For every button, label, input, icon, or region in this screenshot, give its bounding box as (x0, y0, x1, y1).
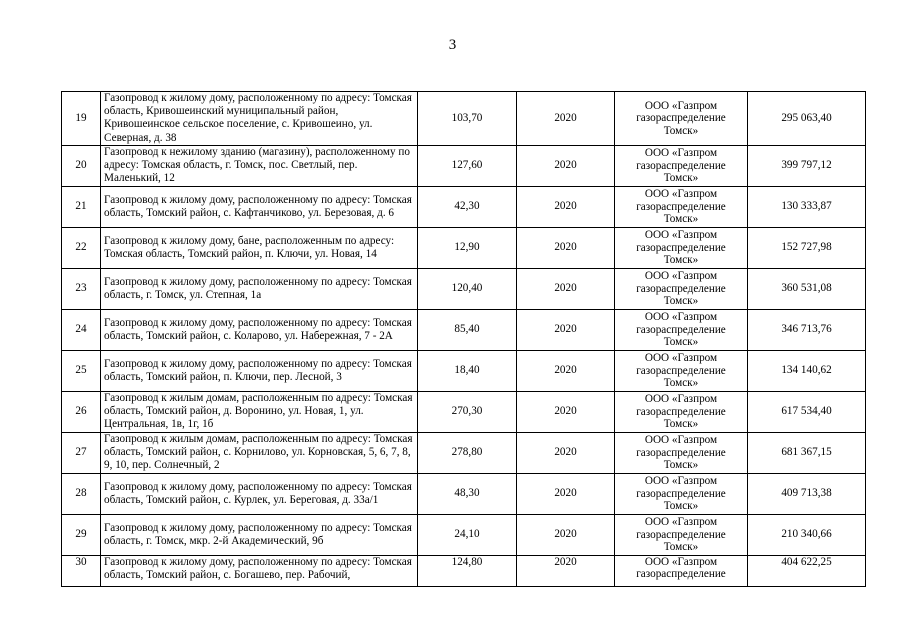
pipeline-length: 120,40 (418, 268, 517, 309)
year: 2020 (517, 391, 615, 432)
row-number: 28 (62, 473, 101, 514)
cost: 409 713,38 (748, 473, 866, 514)
table-row (62, 227, 866, 268)
cost: 346 713,76 (748, 309, 866, 350)
cost: 404 622,25 (748, 555, 866, 586)
object-description: Газопровод к жилым домам, расположенным по адресу: Томская область, Томский район, д. Воронино, ул. Новая, 1, ул. Центральная, 1в, 1г, 1б (101, 391, 418, 432)
object-description: Газопровод к нежилому зданию (магазину), расположенному по адресу: Томская область, г. Томск, пос. Светлый, пер. Маленький, 12 (101, 145, 418, 186)
pipeline-length: 270,30 (418, 391, 517, 432)
year: 2020 (517, 92, 615, 146)
pipeline-length: 85,40 (418, 309, 517, 350)
object-description: Газопровод к жилому дому, расположенному по адресу: Томская область, Кривошеинский муниципальный район, Кривошеинское сельское поселение, с. Кривошеино, ул. Северная, д. 38 (101, 92, 418, 146)
object-description: Газопровод к жилому дому, расположенному по адресу: Томская область, Томский район, с. Коларово, ул. Набережная, 7 - 2А (101, 309, 418, 350)
row-number: 21 (62, 186, 101, 227)
table-row (62, 186, 866, 227)
year: 2020 (517, 309, 615, 350)
cost: 152 727,98 (748, 227, 866, 268)
gas-pipeline-table (61, 91, 866, 587)
year: 2020 (517, 473, 615, 514)
object-description: Газопровод к жилому дому, расположенному по адресу: Томская область, Томский район, с. Курлек, ул. Береговая, д. 33а/1 (101, 473, 418, 514)
cost: 681 367,15 (748, 432, 866, 473)
table-row (62, 514, 866, 555)
object-description: Газопровод к жилым домам, расположенным по адресу: Томская область, Томский район, с. Корнилово, ул. Корновская, 5, 6, 7, 8, 9, 10, пер. Солнечный, 2 (101, 432, 418, 473)
pipeline-length: 24,10 (418, 514, 517, 555)
row-number: 25 (62, 350, 101, 391)
object-description: Газопровод к жилому дому, расположенному по адресу: Томская область, Томский район, с. Кафтанчиково, ул. Березовая, д. 6 (101, 186, 418, 227)
year: 2020 (517, 555, 615, 586)
cost: 130 333,87 (748, 186, 866, 227)
table-row (62, 391, 866, 432)
table-body (62, 92, 866, 587)
year: 2020 (517, 227, 615, 268)
row-number: 23 (62, 268, 101, 309)
table-row (62, 350, 866, 391)
table-row (62, 145, 866, 186)
organization: ООО «Газпром газораспределение Томск» (615, 350, 748, 391)
year: 2020 (517, 432, 615, 473)
pipeline-length: 278,80 (418, 432, 517, 473)
year: 2020 (517, 350, 615, 391)
table-row (62, 309, 866, 350)
organization: ООО «Газпром газораспределение Томск» (615, 391, 748, 432)
organization: ООО «Газпром газораспределение Томск» (615, 227, 748, 268)
cost: 617 534,40 (748, 391, 866, 432)
pipeline-length: 124,80 (418, 555, 517, 586)
table-row (62, 555, 866, 586)
cost: 210 340,66 (748, 514, 866, 555)
pipeline-length: 127,60 (418, 145, 517, 186)
year: 2020 (517, 186, 615, 227)
page-number: 3 (448, 37, 457, 53)
object-description: Газопровод к жилому дому, бане, расположенным по адресу: Томская область, Томский район, п. Ключи, ул. Новая, 14 (101, 227, 418, 268)
table-row (62, 432, 866, 473)
row-number: 30 (62, 555, 101, 586)
cost: 134 140,62 (748, 350, 866, 391)
organization: ООО «Газпром газораспределение Томск» (615, 145, 748, 186)
row-number: 24 (62, 309, 101, 350)
year: 2020 (517, 514, 615, 555)
cost: 360 531,08 (748, 268, 866, 309)
table-row (62, 268, 866, 309)
organization: ООО «Газпром газораспределение Томск» (615, 514, 748, 555)
row-number: 22 (62, 227, 101, 268)
object-description: Газопровод к жилому дому, расположенному по адресу: Томская область, г. Томск, ул. Степная, 1а (101, 268, 418, 309)
organization: ООО «Газпром газораспределение Томск» (615, 432, 748, 473)
organization: ООО «Газпром газораспределение Томск» (615, 92, 748, 146)
year: 2020 (517, 268, 615, 309)
pipeline-length: 42,30 (418, 186, 517, 227)
pipeline-length: 18,40 (418, 350, 517, 391)
object-description: Газопровод к жилому дому, расположенному по адресу: Томская область, Томский район, п. Ключи, пер. Лесной, 3 (101, 350, 418, 391)
organization: ООО «Газпром газораспределение (615, 555, 748, 586)
year: 2020 (517, 145, 615, 186)
object-description: Газопровод к жилому дому, расположенному по адресу: Томская область, г. Томск, мкр. 2-й Академический, 9б (101, 514, 418, 555)
pipeline-length: 103,70 (418, 92, 517, 146)
table-row (62, 473, 866, 514)
row-number: 26 (62, 391, 101, 432)
row-number: 27 (62, 432, 101, 473)
table-row (62, 92, 866, 146)
object-description: Газопровод к жилому дому, расположенному по адресу: Томская область, Томский район, с. Богашево, пер. Рабочий, (101, 555, 418, 586)
row-number: 19 (62, 92, 101, 146)
organization: ООО «Газпром газораспределение Томск» (615, 309, 748, 350)
organization: ООО «Газпром газораспределение Томск» (615, 268, 748, 309)
cost: 295 063,40 (748, 92, 866, 146)
organization: ООО «Газпром газораспределение Томск» (615, 473, 748, 514)
cost: 399 797,12 (748, 145, 866, 186)
organization: ООО «Газпром газораспределение Томск» (615, 186, 748, 227)
row-number: 29 (62, 514, 101, 555)
pipeline-length: 48,30 (418, 473, 517, 514)
pipeline-length: 12,90 (418, 227, 517, 268)
row-number: 20 (62, 145, 101, 186)
